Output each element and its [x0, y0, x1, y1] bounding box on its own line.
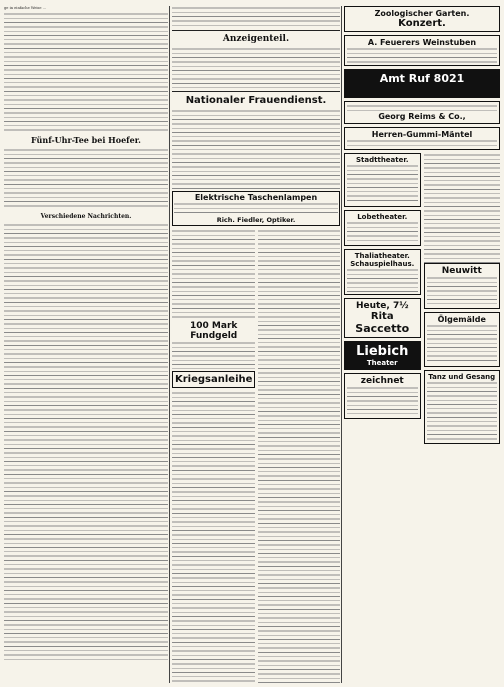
ad-text — [174, 202, 338, 216]
flashlight-ad: Elektrische Taschenlampen Rich. Fiedler, Optiker. — [172, 191, 340, 226]
wine-bar-ad: A. Feuerers Weinstuben — [344, 35, 500, 66]
thaliatheater-ad: Thaliatheater. Schauspielhaus. — [344, 249, 421, 295]
lobetheater-ad: Lobetheater. — [344, 210, 421, 246]
right-column — [344, 6, 500, 683]
left-column — [4, 6, 168, 683]
liebich-theater-ad: Liebich Theater — [344, 341, 421, 370]
zeichnet-ad: zeichnet — [344, 373, 421, 419]
section-heading: Anzeigenteil. — [222, 34, 290, 44]
section-heading: Verschiedene Nachrichten. — [40, 213, 132, 221]
column-divider — [341, 6, 342, 683]
section-heading: Fünf-Uhr-Tee bei Hoefer. — [31, 135, 141, 146]
ad-text — [172, 391, 255, 683]
ad-text — [172, 229, 255, 319]
phone-ad: Amt Ruf 8021 — [344, 69, 500, 98]
dance-ad: Tanz und Gesang — [424, 370, 501, 444]
ad-title: 100 Mark Fundgeld — [190, 321, 238, 341]
divider — [172, 91, 340, 92]
middle-column — [172, 6, 340, 683]
column-divider — [169, 6, 170, 683]
ad-row — [172, 229, 340, 683]
divider — [172, 30, 340, 31]
notice-text-block — [172, 109, 340, 189]
stadttheater-ad: Stadttheater. — [344, 153, 421, 207]
reims-ad: Georg Reims & Co., — [344, 101, 500, 124]
neuwitt-ad: Neuwitt — [424, 263, 501, 309]
article-fragment: ge in einfache Weise ... — [4, 6, 47, 10]
saccetto-ad: Heute, 7½ Rita Saccetto — [344, 298, 421, 338]
article-text-block — [4, 223, 168, 663]
article-text-block — [4, 148, 168, 210]
ad-text — [258, 229, 340, 683]
war-bond-ad: Kriegsanleihe — [172, 371, 255, 388]
article-text-block — [172, 6, 340, 28]
ad-text — [424, 153, 501, 263]
ad-text — [172, 341, 255, 369]
ad-title: Rich. Fiedler, Optiker. — [216, 216, 296, 224]
theater-column-right — [424, 153, 501, 447]
theater-column-left — [344, 153, 421, 447]
zoo-ad: Zoologischer Garten. Konzert. — [344, 6, 500, 32]
article-text-block — [172, 47, 340, 89]
rubber-coat-ad: Herren-Gummi-Mäntel — [344, 127, 500, 150]
theater-ad-grid — [344, 153, 500, 447]
ad-right-stack — [258, 229, 340, 683]
article-text-block — [4, 12, 168, 132]
oil-painting-ad: Ölgemälde — [424, 312, 501, 367]
ad-left-stack — [172, 229, 255, 683]
section-heading: Nationaler Frauendienst. — [185, 95, 327, 106]
